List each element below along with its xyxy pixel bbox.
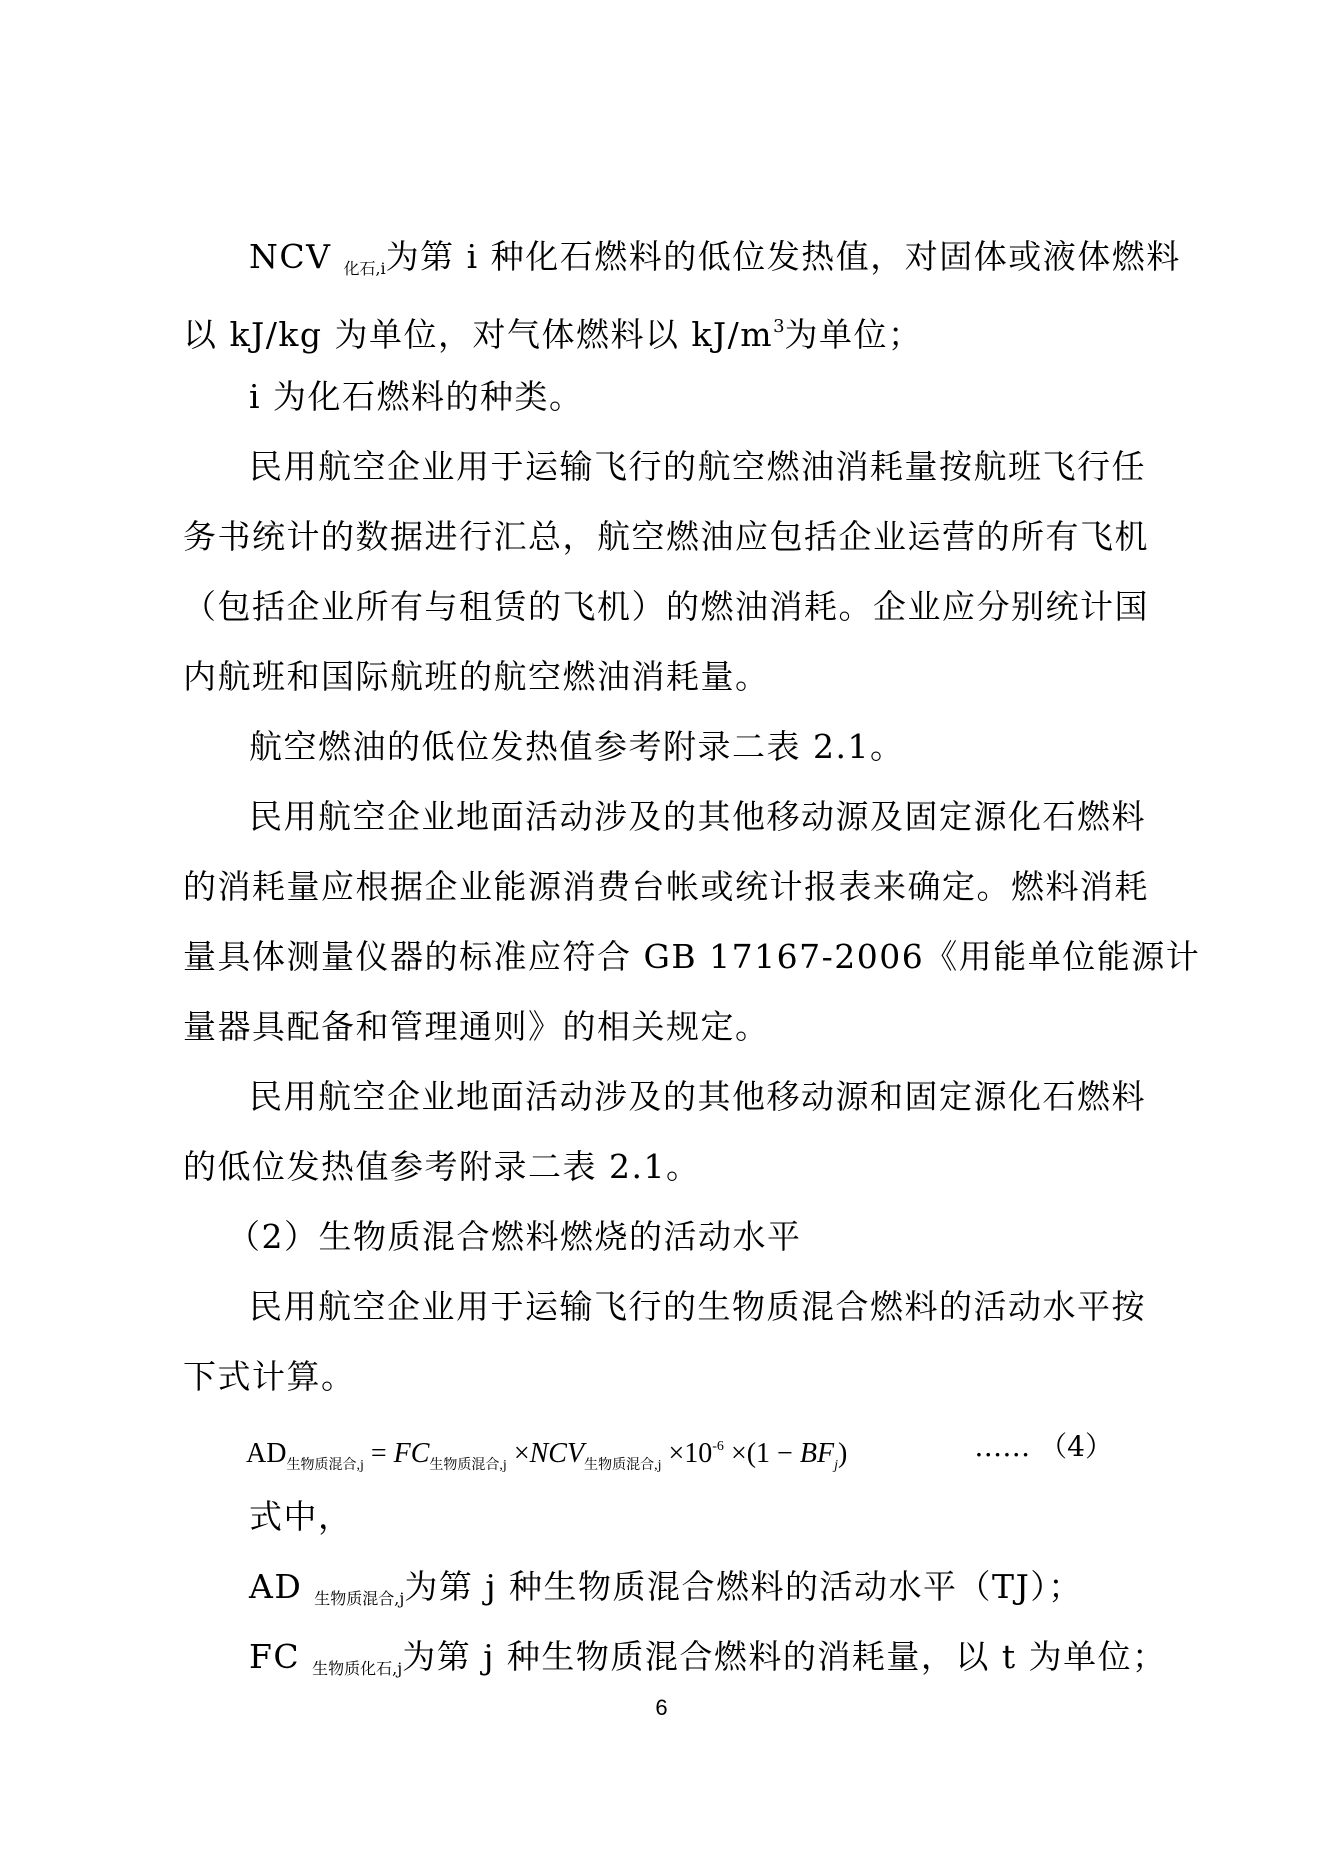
paragraph-line: 的消耗量应根据企业能源消费台帐或统计报表来确定。燃料消耗 xyxy=(183,867,1149,906)
paragraph-line: 下式计算。 xyxy=(183,1357,356,1396)
paragraph-line: 民用航空企业用于运输飞行的生物质混合燃料的活动水平按 xyxy=(249,1287,1146,1326)
equation: $AD_{生物质混合,j} = FC_{生物质混合,j} \times NCV_{生物质混合,j} \times 10^{-6} \times(1 - BF_j)$ xyxy=(246,1438,848,1473)
text-line: 式中， xyxy=(249,1497,353,1536)
paragraph-line: 的低位发热值参考附录二表 2.1。 xyxy=(183,1147,701,1186)
subscript: 生物质混合,j xyxy=(314,1589,405,1608)
superscript: 3 xyxy=(773,316,785,337)
text-line: 以 kJ/kg 为单位，对气体燃料以 $kJ/m^3$为单位； xyxy=(183,315,923,354)
subscript: 生物质化石,j xyxy=(312,1659,403,1678)
paragraph-line: 量具体测量仪器的标准应符合 GB 17167-2006《用能单位能源计 xyxy=(183,937,1201,976)
paragraph-line: （包括企业所有与租赁的飞机）的燃油消耗。企业应分别统计国 xyxy=(183,587,1149,626)
section-heading: （2）生物质混合燃料燃烧的活动水平 xyxy=(227,1217,802,1256)
paragraph-line: 务书统计的数据进行汇总，航空燃油应包括企业运营的所有飞机 xyxy=(183,517,1149,556)
definition-line: FC $_{生物质化石,j}$为第 j 种生物质混合燃料的消耗量，以 t 为单位； xyxy=(249,1637,1167,1678)
paragraph-line: 内航班和国际航班的航空燃油消耗量。 xyxy=(183,657,770,696)
page-number: 6 xyxy=(655,1695,668,1720)
paragraph-line: 民用航空企业地面活动涉及的其他移动源及固定源化石燃料 xyxy=(249,797,1146,836)
text-line: NCV $_{化石,i}$为第 i 种化石燃料的低位发热值，对固体或液体燃料 xyxy=(249,237,1181,278)
page-body xyxy=(183,222,1201,1692)
equation-row xyxy=(183,1412,1118,1482)
subscript: 化石,i xyxy=(343,259,386,278)
paragraph-line: 量器具配备和管理通则》的相关规定。 xyxy=(183,1007,770,1046)
paragraph-line: 航空燃油的低位发热值参考附录二表 2.1。 xyxy=(249,727,905,766)
paragraph-line: 民用航空企业地面活动涉及的其他移动源和固定源化石燃料 xyxy=(249,1077,1146,1116)
definition-line: AD $_{生物质混合,j}$为第 j 种生物质混合燃料的活动水平（TJ）； xyxy=(249,1567,1083,1608)
equation-number: …… （4） xyxy=(974,1430,1113,1463)
text-line: i 为化石燃料的种类。 xyxy=(249,377,584,416)
paragraph-line: 民用航空企业用于运输飞行的航空燃油消耗量按航班飞行任 xyxy=(249,447,1146,486)
